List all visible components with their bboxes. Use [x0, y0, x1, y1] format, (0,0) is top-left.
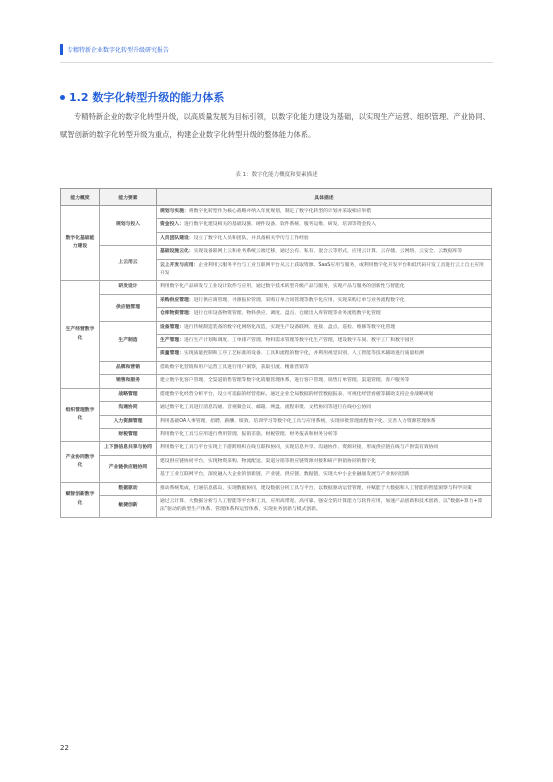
description-text: 实现质量控制和工序工艺标准的设备、工具和流程的数字化，并利用视觉识别、人工智能等技术辅助进行质量检测	[184, 351, 424, 357]
description-label: 规划与实施：	[160, 209, 189, 214]
description-label: 采购供应管理：	[160, 297, 194, 303]
description-cell	[157, 375, 492, 388]
element-cell: 财税管理	[100, 428, 157, 441]
description-label: 设备管理：	[160, 324, 184, 330]
table-row	[61, 482, 492, 495]
description-cell	[157, 259, 492, 281]
header-title: 专精特新企业数字化转型升级研究报告	[67, 47, 170, 54]
table-row	[61, 321, 492, 334]
description-cell	[157, 455, 492, 468]
dimension-cell: 生产经营数字化	[61, 281, 100, 388]
description-text: 通过云计算、大数据分析与人工智能等平台和工具，应用高带宽、高可靠、强安全的计算能力与软件应用，加速产品创新和技术创新，以“数据+算力+算法”驱动的新型生产体系、管理体系和运营体系，实现业务创新与模式创新。	[160, 498, 483, 513]
description-label: 人员团队建设：	[160, 235, 194, 241]
description-cell	[157, 321, 492, 334]
page-header	[60, 44, 169, 55]
element-cell: 品牌和营销	[100, 361, 157, 374]
element-cell: 规划与投入	[100, 206, 157, 246]
element-cell: 战略管理	[100, 388, 157, 401]
description-cell	[157, 388, 492, 401]
section-heading	[60, 89, 224, 105]
table-body	[61, 206, 492, 518]
page-number: 22	[60, 744, 69, 752]
description-text: 设立了数字化人员和团队，并具备相关学历与工作经验	[193, 235, 309, 241]
dimension-cell: 组织管理数字化	[61, 388, 100, 442]
element-cell: 数据驱动	[100, 482, 157, 495]
header-element: 能力要素	[100, 189, 157, 206]
description-text: 进行传统制造装备的数字化网络化改造，实现生产设备联网、连接、盘点、巡检、维修等数字化管理	[184, 324, 396, 330]
element-cell: 供应链管理	[100, 294, 157, 321]
description-cell	[157, 428, 492, 441]
bullet-dot-icon	[60, 95, 65, 100]
table-row	[61, 281, 492, 294]
description-label: 资金投入：	[160, 222, 184, 228]
description-cell	[157, 294, 492, 307]
element-cell: 销售和服务	[100, 375, 157, 388]
description-text: 利用基础OA人事管理、招聘、薪酬、绩效、培训学习等数字化工具与应用系统，实现审批管理流程数字化、完善人力资源管理体系	[160, 418, 436, 424]
description-cell	[157, 246, 492, 259]
description-text: 搭建数字化经营分析平台，设立可追踪的经营指标，通过企业全局数据的经营数据报表、可视化经营看板等辅助支持企业战略规划	[160, 391, 434, 397]
table-row	[61, 361, 492, 374]
section-title: 1.2 数字化转型升级的能力体系	[69, 91, 225, 104]
description-text: 借助数字化营销和用户运营工具进行用户洞察，获取引流、精准营销等	[160, 364, 309, 370]
element-cell: 人力资源管理	[100, 415, 157, 428]
description-text: 建设供应链协同平台，实现物资采购、物流配送、渠道分销等供应链资源对接和研产供销协同的数字化	[160, 458, 376, 464]
description-cell	[157, 469, 492, 482]
table-row	[61, 246, 492, 259]
description-text: 通过数字化工具进行消息沟通、音视频会议、邮箱、网盘、流程审批、文档协同等进行在线办公协同	[160, 405, 372, 411]
description-text: 建立数字化客户管理、全渠道销售管理等数字化销服管理体系，进行客户管理、销售订单管理、渠道管理、客户服务等	[160, 378, 410, 384]
description-text: 进行供应商管理、寻源报价管理、采购订单合同管理等数字化应用，实现采购订单与业务流程数字化	[193, 297, 405, 303]
table-row	[61, 442, 492, 455]
table-row	[61, 375, 492, 388]
dimension-cell: 赋智创新数字化	[61, 482, 100, 517]
description-cell	[157, 415, 492, 428]
description-cell	[157, 361, 492, 374]
description-cell	[157, 348, 492, 361]
description-text: 进行数字化建设相关的基础设施、硬件设备、软件系统、服务运维、研发、培训等资金投入	[184, 222, 376, 228]
table-row	[61, 455, 492, 468]
description-cell	[157, 402, 492, 415]
table-row	[61, 294, 492, 307]
description-label: 质量管理：	[160, 351, 184, 357]
description-text: 基于工业互联网平台，深度融入大企业的创新链、产业链、供应链、数据链，实现大中小企业融通发展与产业协同创新	[160, 472, 410, 478]
element-cell: 生产制造	[100, 321, 157, 361]
table-header-row	[61, 189, 492, 206]
header-divider	[60, 62, 493, 63]
element-cell: 研发设计	[100, 281, 157, 294]
table-row	[61, 428, 492, 441]
description-label: 云上开发与应用：	[160, 262, 199, 268]
table-row	[61, 402, 492, 415]
description-cell	[157, 206, 492, 219]
description-cell	[157, 335, 492, 348]
description-text: 进行生产计划和调度、工单排产管理、物料需求管理等数字化生产管理，建设数字车间、数字工厂和数字园区	[184, 338, 415, 344]
element-cell: 上下游信息共享与协同	[100, 442, 157, 455]
description-cell	[157, 308, 492, 321]
description-text: 推动系统集成，打通信息孤岛，实现数据协同，建设数据分析工具与平台，以数据驱动运营管理，并赋能于大数据和人工智能的智能洞察与科学决策	[160, 485, 472, 491]
header-description: 具体描述	[157, 189, 492, 206]
table-row	[61, 206, 492, 219]
description-cell	[157, 281, 492, 294]
description-cell	[157, 482, 492, 495]
element-cell: 敏捷创新	[100, 495, 157, 517]
description-label: 基础设施云化：	[160, 249, 194, 255]
description-text: 进行仓库设备物资管理、物料供应、调度、盘点、仓储出入库管理等业务流程数字化管理	[193, 311, 381, 317]
description-text: 实现设备联网上云和业务系统云端迁移，通过公有、私有、混合云等形式，应用云计算、云存储、云网络、云安全、云数据库等	[193, 249, 463, 255]
element-cell: 沟通协同	[100, 402, 157, 415]
table-row	[61, 415, 492, 428]
description-text: 将数字化转型作为核心战略并纳入年度规划，制定了数字化转型的计划并采取相应举措	[188, 209, 372, 214]
dimension-cell: 产业协同数字化	[61, 442, 100, 482]
description-text: 利用数字化工具与平台实现上下游跨组织在线互联和协同，实现信息共享、沟通协作、资源对接，形成供应链在线与产供需有效协同	[160, 445, 439, 451]
description-text: 利用数字化工具与应用进行费用管理、报销差旅、财税管理、财务报表和财务分析等	[160, 431, 338, 437]
dimension-cell: 数字化基础能力建设	[61, 206, 100, 281]
description-text: 利用数字化产品研发与工业设计软件与应用，通过数字技术转型升级产品与服务，实现产品与服务的创新性与智能化	[160, 284, 405, 290]
description-cell	[157, 219, 492, 232]
table-caption: 表 1：数字化能力概度和要素描述	[235, 172, 318, 178]
element-cell: 上云用云	[100, 246, 157, 281]
description-text: 企业利用云服务平台与工业互联网平台从云上获取资源、SaaS应用与服务，或利用数字化开发平台和低代码开发工具进行云上自主应用开发	[160, 262, 484, 277]
capability-table	[60, 188, 492, 518]
description-label: 仓库物资管理：	[160, 311, 194, 317]
header-dimension: 能力概度	[61, 189, 100, 206]
description-cell	[157, 495, 492, 517]
description-label: 生产管理：	[160, 338, 184, 344]
header-accent-bar	[60, 44, 63, 55]
table-row	[61, 495, 492, 517]
table-row	[61, 388, 492, 401]
intro-paragraph: 专精特新企业的数字化转型升级，以高质量发展为目标引领，以数字化能力建设为基础，以实现生产运营、组织管理、产业协同、赋智创新的数字化转型升级为重点，构建企业数字化转型升级的整体能力体系。	[60, 112, 490, 139]
element-cell: 产业链供应链协同	[100, 455, 157, 482]
description-cell	[157, 232, 492, 245]
description-cell	[157, 442, 492, 455]
